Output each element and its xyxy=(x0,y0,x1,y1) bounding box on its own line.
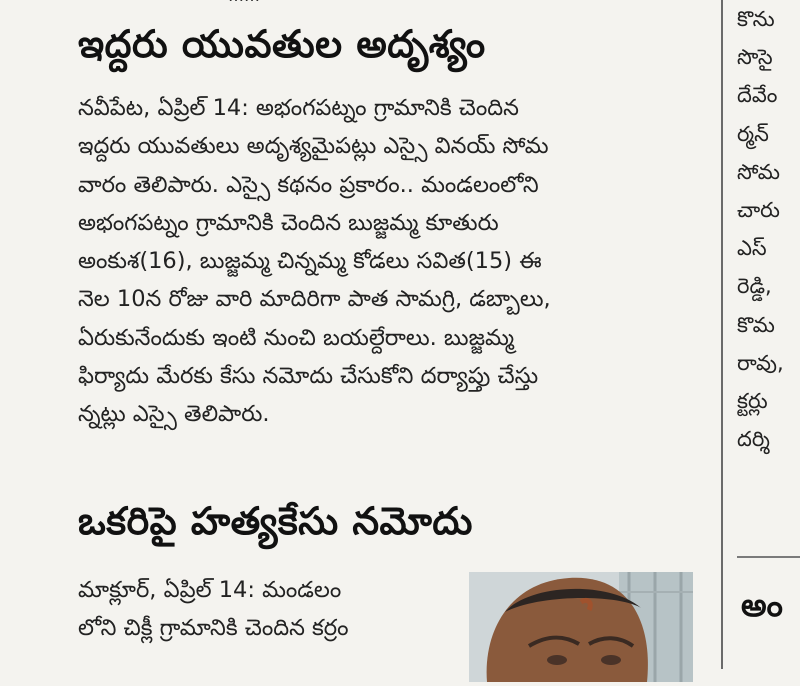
story1-line: అంకుశ(16), బుజ్జమ్మ చిన్నమ్మ కోడలు సవిత(15) ఈ xyxy=(78,248,542,275)
side-column xyxy=(737,0,800,669)
story1-line: ఇద్దరు యువతులు అదృశ్యమైపట్లు ఎస్సై వినయ్ సోమ xyxy=(78,133,549,160)
story1-headline: ఇద్దరు యువతుల అదృశ్యం xyxy=(78,22,486,66)
side-line: ర్మన్ xyxy=(737,121,769,146)
story1-body xyxy=(78,89,690,434)
side-line: దేవేం xyxy=(737,83,778,108)
side-line: సోమ xyxy=(737,159,780,184)
top-text-fragment xyxy=(228,0,368,6)
side-line: రావు, xyxy=(737,350,784,375)
story2-headline: ఒకరిపై హత్యకేసు నమోదు xyxy=(78,499,473,543)
side-line: ఎస్ xyxy=(737,236,767,261)
side-column-text xyxy=(737,0,784,458)
portrait-image xyxy=(469,572,693,682)
story1-line: నెల 10న రోజు వారి మాదిరిగా పాత సామగ్రి, డబ్బాలు, xyxy=(78,286,551,313)
story1-line: ఏరుకునేందుకు ఇంటి నుంచి బయల్దేరాలు. బుజ్జమ్మ xyxy=(78,324,515,351)
side-line: కొను xyxy=(737,7,775,31)
story1-line: అభంగపట్నం గ్రామానికి చెందిన బుజ్జమ్మ కూతురు xyxy=(78,209,499,236)
story1-line: ఫిర్యాదు మేరకు కేసు నమోదు చేసుకోని దర్యాప్తు చేస్తు xyxy=(78,363,539,390)
side-line: సొసై xyxy=(737,45,773,70)
side-line: రెడ్డి, xyxy=(737,274,772,299)
news-photo xyxy=(469,572,693,682)
side-section-rule xyxy=(737,556,800,558)
main-column xyxy=(78,0,690,669)
story2-line: మాక్లూర్, ఏప్రిల్ 14: మండలం xyxy=(78,577,342,603)
column-divider xyxy=(721,0,723,669)
story2-body xyxy=(78,571,440,647)
story1-line: వారం తెలిపారు. ఎస్సై కథనం ప్రకారం.. మండలంలోని xyxy=(78,171,539,198)
side-line: క్టర్లు xyxy=(737,388,768,413)
story1-line: న్నట్లు ఎస్సై తెలిపారు. xyxy=(78,401,270,428)
side-next-headline: అం xyxy=(741,586,783,624)
side-line: కొమ xyxy=(737,312,775,337)
story2-line: లోని చిక్లీ గ్రామానికి చెందిన కర్రం xyxy=(78,615,349,641)
side-line: దర్శి xyxy=(737,427,770,452)
side-line: చారు xyxy=(737,197,780,222)
story1-line: నవీపేట, ఏప్రిల్ 14: అభంగపట్నం గ్రామానికి చెందిన xyxy=(78,95,519,121)
